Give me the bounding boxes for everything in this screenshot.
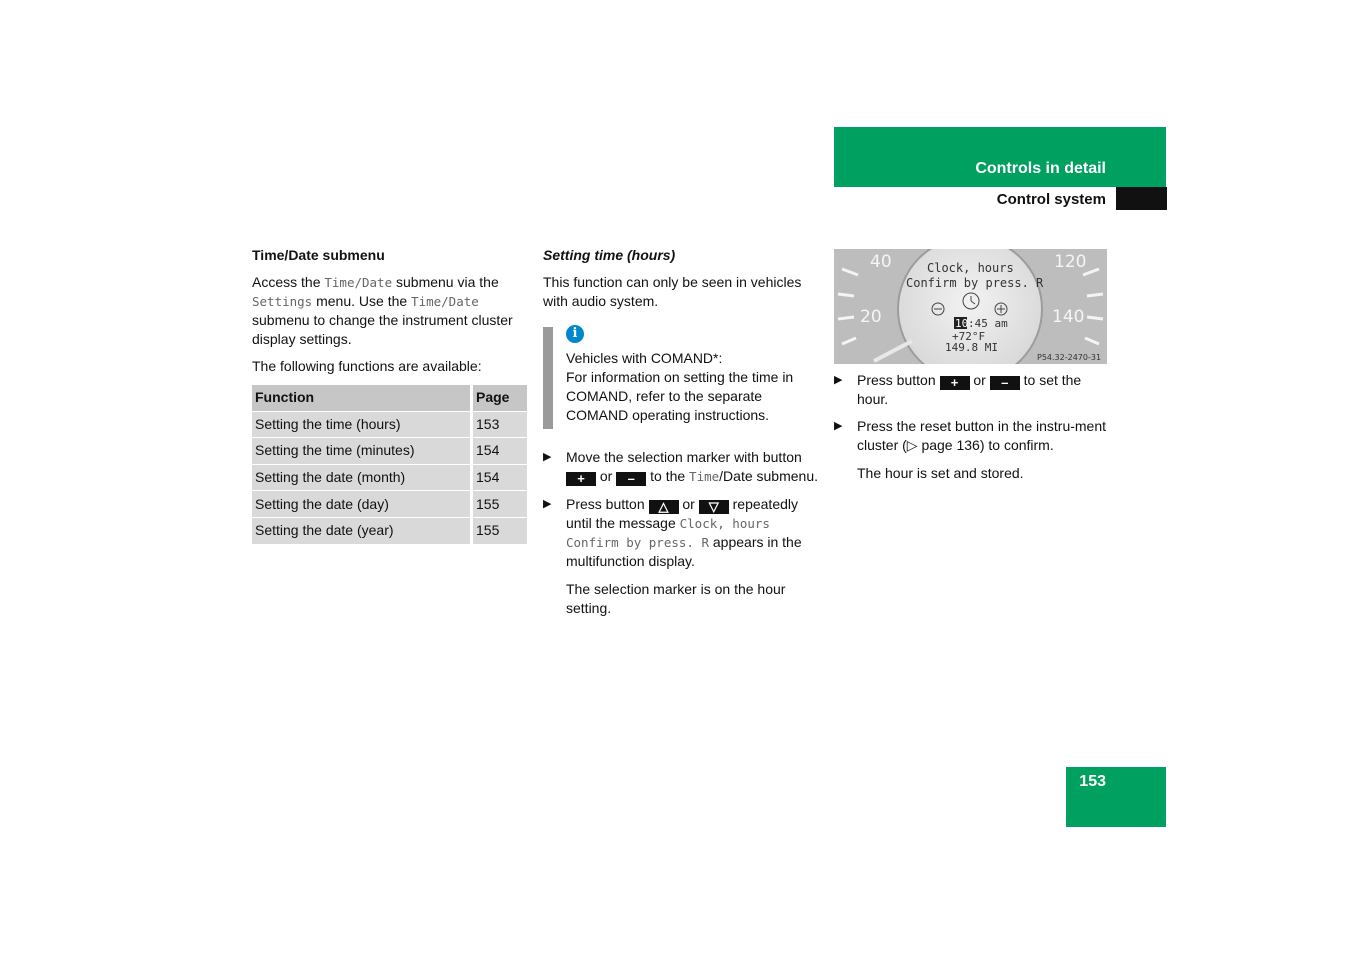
section-title: Controls in detail	[975, 160, 1106, 177]
display-line1: Clock, hours	[927, 261, 1014, 275]
setting-time-heading: Setting time (hours)	[543, 247, 676, 263]
table-row	[252, 438, 527, 465]
header-marker	[1116, 187, 1167, 210]
table-row	[252, 411, 527, 438]
table-cell: Setting the date (day)	[252, 491, 472, 518]
table-row	[252, 464, 527, 491]
plus-key-icon: +	[566, 472, 596, 486]
intro-paragraph: Access the Time/Date submenu via the Settings menu. Use the Time/Date submenu to change the instrument cluster display settings.	[252, 274, 513, 347]
table-header-row	[252, 385, 527, 411]
header-band	[834, 127, 1166, 187]
info-line1: Vehicles with COMAND*:	[566, 350, 723, 366]
cluster-illustration	[834, 249, 1107, 364]
middle-steps	[543, 448, 818, 618]
table-cell: 154	[472, 464, 528, 491]
table-cell: Setting the date (year)	[252, 517, 472, 544]
function-table	[252, 385, 527, 545]
table-cell: Setting the time (hours)	[252, 411, 472, 438]
result-note: The hour is set and stored.	[857, 465, 1024, 481]
middle-column	[543, 246, 818, 311]
table-cell: 154	[472, 438, 528, 465]
display-line2: Confirm by press. R	[906, 276, 1044, 290]
section-subtitle: Control system	[996, 191, 1106, 208]
info-line2: For information on setting the time in COMAND, refer to the separate COMAND operating instructions.	[566, 369, 794, 423]
table-header: Function	[252, 385, 472, 411]
info-bar	[543, 327, 553, 429]
info-box	[566, 349, 816, 425]
list-item: ▶ Move the selection marker with button + or – to the Time/Date submenu.	[543, 449, 818, 486]
bullet-arrow-icon: ▶	[543, 498, 552, 510]
list-item: ▶ Press button △ or ▽ repeatedly until the message Clock, hours Confirm by press. R appears in the multifunction display.	[543, 496, 802, 569]
bullet-arrow-icon: ▶	[834, 420, 843, 432]
table-header: Page	[472, 385, 528, 411]
middle-intro: This function can only be seen in vehicles with audio system.	[543, 274, 802, 309]
left-column	[252, 246, 527, 545]
plus-key-icon: +	[940, 376, 970, 390]
speed-label: 20	[860, 307, 882, 327]
info-icon: i	[566, 325, 584, 343]
figure-code: P54.32-2470-31	[1037, 353, 1102, 362]
table-cell: Setting the time (minutes)	[252, 438, 472, 465]
up-key-icon: △	[649, 500, 679, 514]
speed-label: 140	[1052, 307, 1085, 327]
bullet-arrow-icon: ▶	[543, 451, 552, 463]
minus-key-icon: –	[990, 376, 1020, 390]
list-item: ▶ Press button + or – to set the hour.	[834, 372, 1082, 407]
display-minutes: :45 am	[968, 317, 1008, 330]
table-cell: Setting the date (month)	[252, 464, 472, 491]
page-number: 153	[1079, 773, 1106, 790]
table-row	[252, 517, 527, 544]
minus-key-icon: –	[616, 472, 646, 486]
table-cell: 155	[472, 491, 528, 518]
display-hour: 10	[955, 317, 969, 330]
display-temp: +72°F	[952, 330, 986, 343]
time-date-heading: Time/Date submenu	[252, 247, 385, 263]
speed-label: 120	[1054, 252, 1087, 272]
table-cell: 155	[472, 517, 528, 544]
list-item: ▶ Press the reset button in the instru-ment cluster (▷ page 136) to confirm.	[834, 418, 1107, 453]
available-text: The following functions are available:	[252, 358, 482, 374]
speed-label: 40	[870, 252, 892, 272]
table-row	[252, 491, 527, 518]
down-key-icon: ▽	[699, 500, 729, 514]
table-cell: 153	[472, 411, 528, 438]
marker-note: The selection marker is on the hour setting.	[566, 581, 786, 616]
display-odometer: 149.8 MI	[945, 341, 998, 354]
right-steps	[834, 371, 1109, 483]
bullet-arrow-icon: ▶	[834, 374, 843, 386]
instrument-cluster-figure	[834, 249, 1107, 364]
